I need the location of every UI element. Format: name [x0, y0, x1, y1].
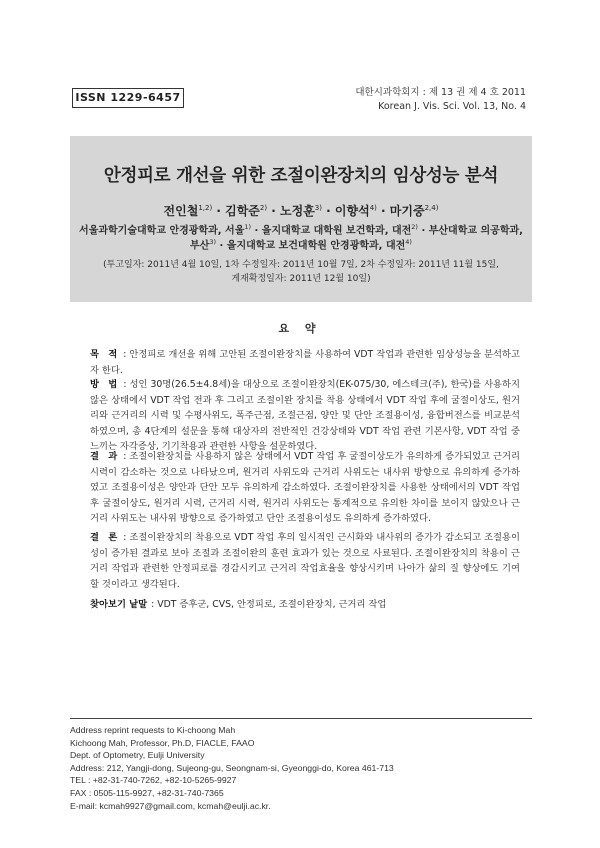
- author-sup: 2): [259, 204, 268, 212]
- footnote-line: FAX : 0505-115-9927, +82-31-740-7365: [70, 787, 224, 798]
- affiliation-text: 부산: [190, 240, 210, 252]
- method-label: 방 법: [90, 379, 121, 390]
- footnote-line: Dept. of Optometry, Eulji University: [70, 750, 205, 761]
- author-sup: 4): [369, 204, 377, 212]
- paper-title: 안정피로 개선을 위한 조절이완장치의 임상성능 분석: [103, 166, 499, 186]
- keywords: [90, 596, 520, 610]
- purpose-label: 목 적: [90, 349, 121, 360]
- affiliation-sup: 2): [411, 223, 418, 231]
- author-name: 노정훈: [280, 204, 315, 218]
- author-name: 김학준: [225, 204, 260, 218]
- title-block: [70, 136, 532, 302]
- purpose-text: : 안정피로 개선을 위해 고안된 조절이완장치를 사용하여 VDT 작업과 관련한 임상성능을 분석하고자 한다.: [90, 349, 520, 376]
- author-sup: 1,2): [198, 204, 213, 212]
- journal-citation: [355, 86, 526, 114]
- author-name: 마기중: [389, 204, 425, 218]
- conclusion-text: : 조절이완장치의 착용으로 VDT 작업 후의 일시적인 근시화와 내사위의 증가가 감소되고 조절용이성이 증가된 결과로 보아 조절과 조절이완의 훈련 효과가 있는 것으로 사료된다. 조절이완장치의 착용이 근거리 작업과 관련한 안정피로를 경감시키고 근거리 작업효율을 향상시키며 나아가 삶의 질 향상에도 기여할 것이라고 생각된다.: [90, 532, 520, 590]
- affiliation-sup: 3): [209, 238, 217, 246]
- footnote-line: Address reprint requests to Ki-choong Mah: [70, 725, 236, 735]
- journal-korean: 대한시과학회지 : 제 13 권 제 4 호 2011: [355, 87, 526, 98]
- result-label: 결 과: [90, 451, 121, 462]
- affiliation-text: 서울과학기술대학교 안경광학과, 서울: [79, 225, 245, 237]
- submission-dates: (투고일자: 2011년 4월 10일, 1차 수정일자: 2011년 10월 7일, 2차 수정일자: 2011년 11월 15일,: [103, 260, 499, 270]
- journal-english: Korean J. Vis. Sci. Vol. 13, No. 4: [378, 101, 526, 112]
- keywords-label: 찾아보기 낱말: [90, 599, 148, 610]
- author-sep: ·: [212, 204, 226, 218]
- author-name: 이향석: [334, 204, 370, 218]
- issn-box: ISSN 1229-6457: [72, 88, 184, 108]
- conclusion-label: 결 론: [90, 532, 121, 543]
- footnote-line: Address: 212, Yangji-dong, Sujeong-gu, Seongnam-si, Gyeonggi-do, Korea 461-713: [70, 762, 394, 773]
- footnote-line: Kichoong Mah, Professor, Ph.D, FIACLE, FAAO: [70, 737, 255, 748]
- footnote-line: TEL : +82-31-740-7262, +82-10-5265-9927: [70, 775, 237, 786]
- abstract-result: [90, 449, 520, 527]
- affiliation-text: · 부산대학교 의공학과,: [417, 225, 523, 237]
- author-sup: 2,4): [424, 204, 439, 212]
- acceptance-date: 게재확정일자: 2011년 12월 10일): [231, 274, 371, 284]
- abstract-heading: 요 약: [278, 322, 322, 335]
- author-sup: 3): [314, 204, 322, 212]
- keywords-text: : VDT 증후군, CVS, 안정피로, 조절이완장치, 근거리 작업: [151, 599, 387, 610]
- affiliation-sup: 1): [244, 223, 252, 231]
- author-list: [70, 202, 532, 219]
- affiliation-text: · 을지대학교 대학원 보건학과, 대전: [251, 225, 412, 237]
- affiliation-sup: 4): [405, 238, 412, 246]
- author-sep: ·: [321, 204, 335, 218]
- author-sep: ·: [376, 204, 390, 218]
- footnote-divider: [70, 718, 532, 719]
- result-text: : 조절이완장치를 사용하지 않은 상태에서 VDT 작업 후 굴절이상도가 유의하게 증가되었고 근거리 시력이 감소하는 것으로 나타났으며, 원거리 사위도와 근거리 사위도는 내사위 방향으로 유의하게 증가하였고 조절용이성은 양안과 단안 모두 유의하게 감소하였다. 조절이완장치를 사용한 상태에서의 VDT 작업 후 굴절이상도, 원거리 시력, 근거리 시력, 원거리 사위도는 통계적으로 유의한 차이를 보이지 않았으나 근거리 사위도는 내사위 방향으로 증가하였고 단안 조절용이성도 유의하게 증가하였다.: [90, 451, 520, 524]
- abstract-method: [90, 377, 520, 455]
- method-text: : 성인 30명(26.5±4.8세)을 대상으로 조절이완장치(EK-075/30, 에스테크(주), 한국)를 사용하지 않은 상태에서 VDT 작업 전과 후 그리고 조절이완 장치를 착용 상태에서 VDT 작업 후에 굴절이상도, 원거리와 근거리의 시력 및 수평사위도, 폭주근점, 조절근점, 양안 및 단안 조절용이성, 융합버전스를 비교분석하였으며, 총 4단계의 설문을 통해 대상자의 전반적인 건강상태와 VDT 작업 관련 기본사항, VDT 작업 중 느끼는 자각증상, 기기착용과 관련한 사항을 설문하였다.: [90, 379, 520, 452]
- author-name: 전인철: [163, 204, 199, 218]
- correspondence-footnote: [70, 724, 532, 812]
- author-sep: ·: [267, 204, 281, 218]
- affiliation-text: · 을지대학교 보건대학원 안경광학과, 대전: [216, 240, 406, 252]
- abstract-conclusion: [90, 530, 520, 592]
- footnote-line: E-mail: kcmah9927@gmail.com, kcmah@eulji.ac.kr.: [70, 800, 271, 811]
- affiliation-line-2: [76, 235, 526, 253]
- abstract-purpose: [90, 347, 520, 378]
